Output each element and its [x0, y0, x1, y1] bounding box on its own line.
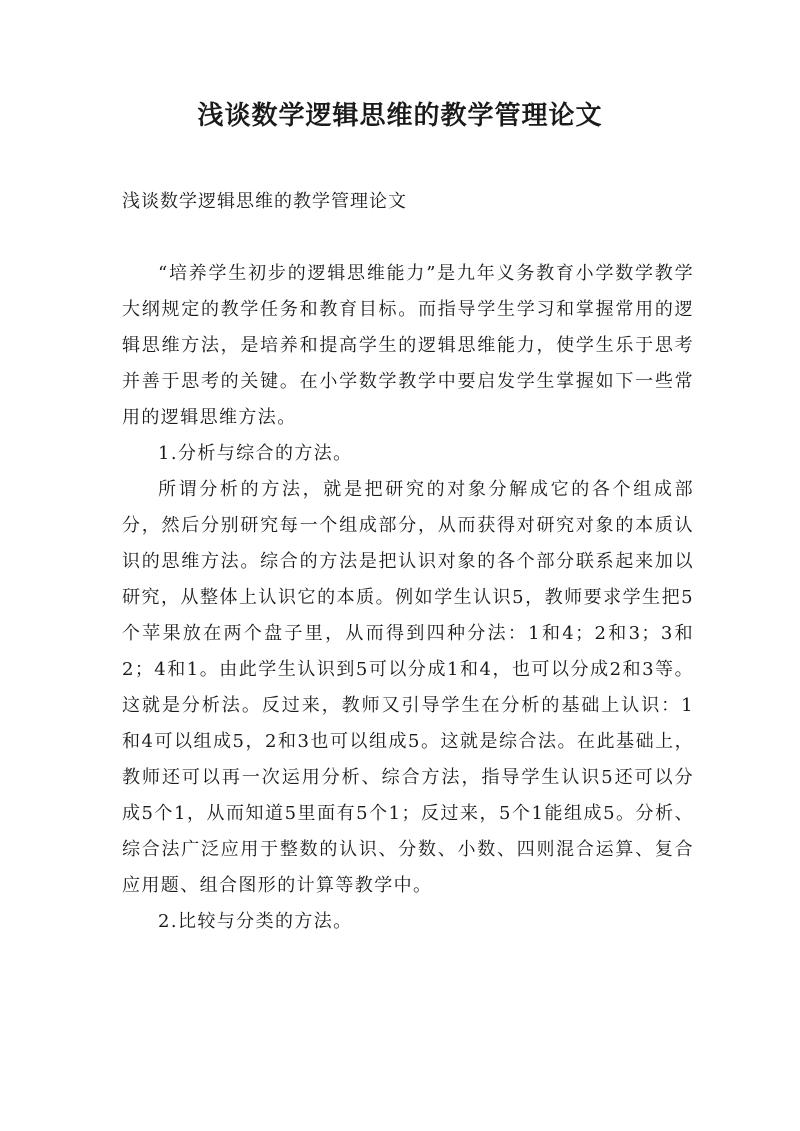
paragraph-intro: “培养学生初步的逻辑思维能力”是九年义务教育小学数学教学大纲规定的教学任务和教育目标。而指导学生学习和掌握常用的逻辑思维方法，是培养和提高学生的逻辑思维能力，使学生乐于思考并善于思考的关键。在小学数学教学中要启发学生掌握如下一些常用的逻辑思维方法。 [122, 263, 694, 428]
section-heading-comparison-classification: 2.比较与分类的方法。 [158, 911, 353, 932]
document-title: 浅谈数学逻辑思维的教学管理论文 [197, 101, 603, 131]
paragraph-analysis-synthesis: 所谓分析的方法，就是把研究的对象分解成它的各个组成部分，然后分别研究每一个组成部分，从而获得对研究对象的本质认识的思维方法。综合的方法是把认识对象的各个部分联系起来加以研究，从整体上认识它的本质。例如学生认识5，教师要求学生把5个苹果放在两个盘子里，从而得到四种分法：1和4；2和3；3和2；4和1。由此学生认识到5可以分成1和4，也可以分成2和3等。这就是分析法。反过来，教师又引导学生在分析的基础上认识：1和4可以组成5，2和3也可以组成5。这就是综合法。在此基础上，教师还可以再一次运用分析、综合方法，指导学生认识5还可以分成5个1，从而知道5里面有5个1；反过来，5个1能组成5。分析、综合法广泛应用于整数的认识、分数、小数、四则混合运算、复合应用题、组合图形的计算等教学中。 [122, 479, 694, 896]
document-body [122, 256, 694, 940]
document-subtitle: 浅谈数学逻辑思维的教学管理论文 [122, 191, 407, 212]
section-heading-analysis-synthesis: 1.分析与综合的方法。 [158, 443, 353, 464]
